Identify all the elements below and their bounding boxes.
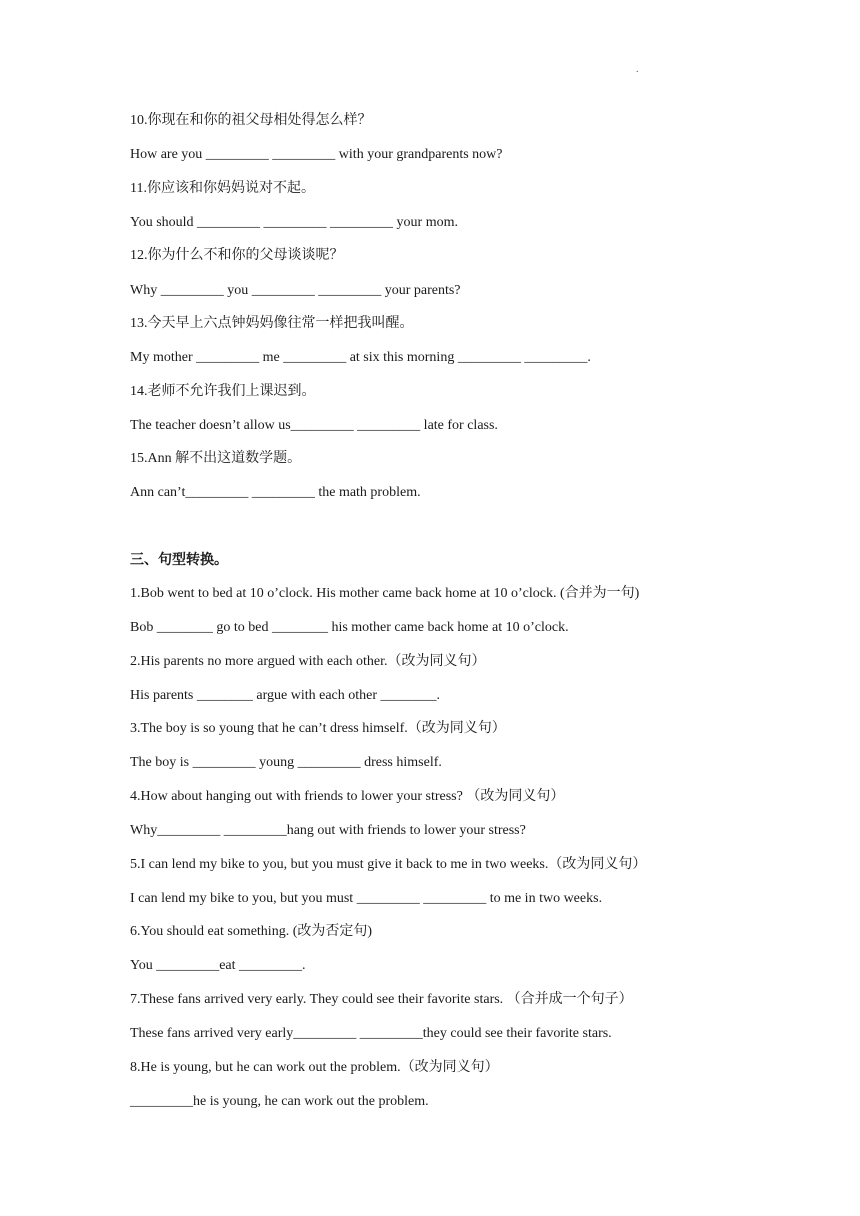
corner-mark: . — [636, 64, 639, 75]
question-prompt: 3.The boy is so young that he can’t dress himself.（改为同义句） — [130, 721, 506, 736]
answer-line: The teacher doesn’t allow us_________ _________ late for class. — [130, 418, 498, 433]
section-heading: 三、句型转换。 — [130, 552, 228, 568]
answer-line: The boy is _________ young _________ dress himself. — [130, 755, 442, 770]
answer-line: I can lend my bike to you, but you must _________ _________ to me in two weeks. — [130, 891, 603, 906]
question-prompt: 12.你为什么不和你的父母谈谈呢？ — [130, 248, 344, 263]
question-prompt: 7.These fans arrived very early. They could see their favorite stars. （合并成一个句子） — [130, 992, 633, 1007]
answer-line: Why _________ you _________ _________ your parents? — [130, 283, 461, 298]
answer-line: _________he is young, he can work out the problem. — [130, 1094, 429, 1109]
question-prompt: 6.You should eat something. (改为否定句) — [130, 924, 373, 939]
answer-line: His parents ________ argue with each other ________. — [130, 688, 441, 703]
answer-line: You should _________ _________ _________ your mom. — [130, 215, 458, 230]
question-prompt: 2.His parents no more argued with each other.（改为同义句） — [130, 654, 486, 669]
question-prompt: 11.你应该和你妈妈说对不起。 — [130, 181, 315, 196]
question-prompt: 14.老师不允许我们上课迟到。 — [130, 384, 316, 399]
question-prompt: 1.Bob went to bed at 10 o’clock. His mother came back home at 10 o’clock. (合并为一句) — [130, 586, 640, 601]
answer-line: Bob ________ go to bed ________ his mother came back home at 10 o’clock. — [130, 620, 569, 635]
question-prompt: 13.今天早上六点钟妈妈像往常一样把我叫醒。 — [130, 316, 414, 331]
answer-line: These fans arrived very early_________ _________they could see their favorite stars. — [130, 1026, 612, 1041]
answer-line: My mother _________ me _________ at six this morning _________ _________. — [130, 350, 591, 365]
answer-line: Ann can’t_________ _________ the math problem. — [130, 485, 421, 500]
question-prompt: 8.He is young, but he can work out the problem.（改为同义句） — [130, 1060, 499, 1075]
question-prompt: 10.你现在和你的祖父母相处得怎么样？ — [130, 113, 372, 128]
answer-line: How are you _________ _________ with your grandparents now? — [130, 147, 503, 162]
answer-line: You _________eat _________. — [130, 958, 306, 973]
answer-line: Why_________ _________hang out with friends to lower your stress? — [130, 823, 526, 838]
question-prompt: 15.Ann 解不出这道数学题。 — [130, 451, 302, 466]
question-prompt: 5.I can lend my bike to you, but you must give it back to me in two weeks.（改为同义句） — [130, 857, 647, 872]
question-prompt: 4.How about hanging out with friends to lower your stress? （改为同义句） — [130, 789, 565, 804]
